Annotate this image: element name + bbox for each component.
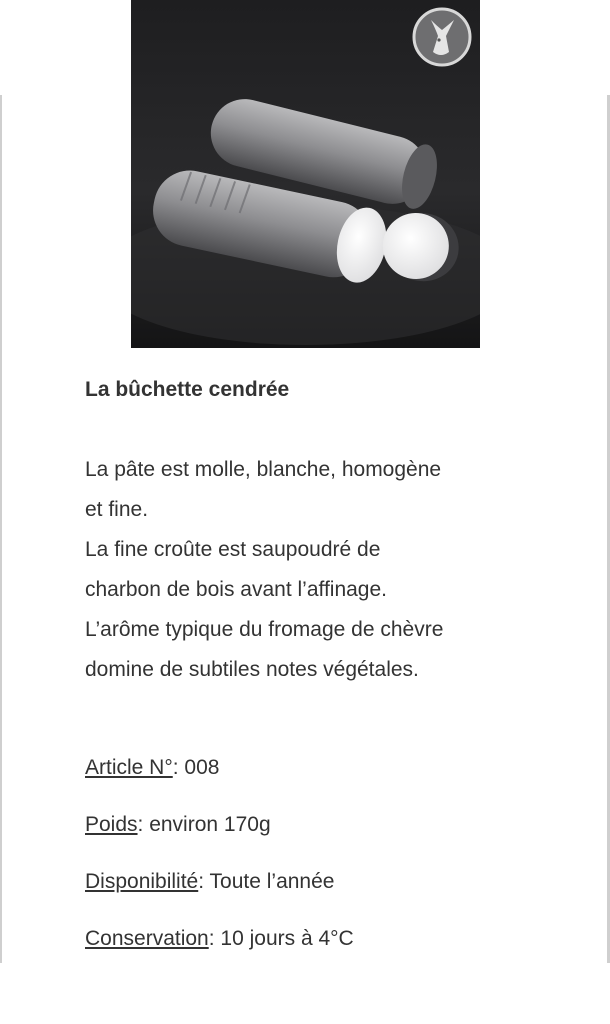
- product-image: [131, 0, 480, 348]
- spec-conservation: Conservation: 10 jours à 4°C: [85, 927, 354, 950]
- spec-label: Conservation: [85, 927, 209, 950]
- spec-value: environ 170g: [149, 813, 271, 836]
- spec-label: Disponibilité: [85, 870, 199, 893]
- spec-article-number: Article N°: 008: [85, 756, 220, 779]
- product-title: La bûchette cendrée: [85, 378, 290, 401]
- goat-logo-icon: [414, 9, 470, 65]
- spec-value: 008: [184, 756, 220, 779]
- description-line: charbon de bois avant l’affinage.: [85, 578, 387, 601]
- product-details: [85, 370, 555, 690]
- description-line: domine de subtiles notes végétales.: [85, 658, 419, 681]
- spec-value: Toute l’année: [209, 870, 335, 893]
- frame-left-border: [0, 95, 2, 963]
- description-line: et fine.: [85, 498, 149, 521]
- spec-availability: Disponibilité: Toute l’année: [85, 870, 335, 893]
- spec-label: Poids: [85, 813, 138, 836]
- description-line: La fine croûte est saupoudré de: [85, 538, 381, 561]
- description-line: L’arôme typique du fromage de chèvre: [85, 618, 444, 641]
- spec-value: 10 jours à 4°C: [220, 927, 354, 950]
- product-specs: [85, 748, 555, 976]
- spec-weight: Poids: environ 170g: [85, 813, 271, 836]
- description-line: La pâte est molle, blanche, homogène: [85, 458, 442, 481]
- spec-label: Article N°: [85, 756, 173, 779]
- product-description: [85, 450, 555, 690]
